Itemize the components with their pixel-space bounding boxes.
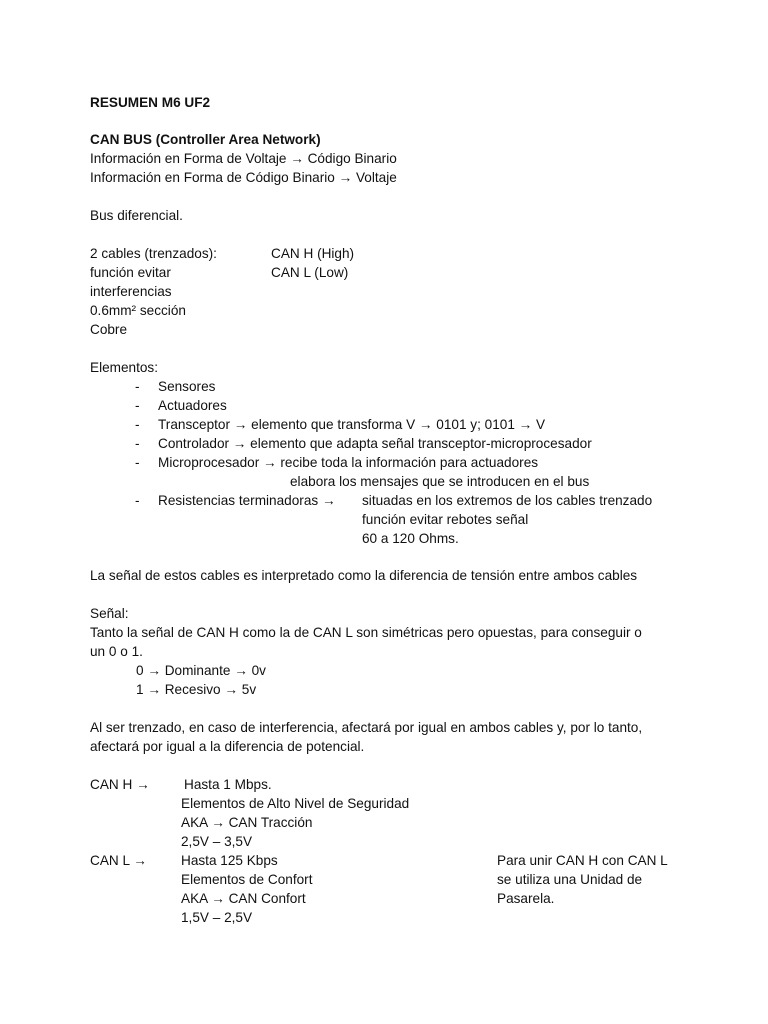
canh-label: CAN H →	[90, 777, 150, 792]
list-dash: -	[135, 398, 140, 413]
resistencias-desc: situadas en los extremos de los cables trenzado	[362, 493, 653, 508]
canh-line: AKA → CAN Tracción	[181, 815, 313, 830]
list-item: Controlador → elemento que adapta señal transceptor-microprocesador	[158, 436, 592, 451]
trenzado-text: afectará por igual a la diferencia de potencial.	[90, 739, 365, 754]
pasarela-note: se utiliza una Unidad de	[497, 872, 643, 887]
list-item: Microprocesador → recibe toda la información para actuadores	[158, 455, 539, 470]
cables-right-line: CAN L (Low)	[271, 265, 349, 280]
canbus-line-1: Información en Forma de Voltaje → Código Binario	[90, 151, 397, 166]
pasarela-note: Pasarela.	[497, 891, 555, 906]
cables-left-line: 0.6mm² sección	[90, 303, 186, 318]
canbus-line-2: Información en Forma de Código Binario → Voltaje	[90, 170, 397, 185]
canl-line: 1,5V – 2,5V	[181, 910, 253, 925]
list-item: Sensores	[158, 379, 216, 394]
trenzado-text: Al ser trenzado, en caso de interferencia, afectará por igual en ambos cables y, por lo tanto,	[90, 720, 643, 735]
cables-left-line: interferencias	[90, 284, 172, 299]
list-item: Actuadores	[158, 398, 227, 413]
list-dash: -	[135, 379, 140, 394]
canl-line: Elementos de Confort	[181, 872, 313, 887]
cables-left-line: Cobre	[90, 322, 128, 337]
senal-value-1: 1 → Recesivo → 5v	[136, 682, 257, 697]
list-dash: -	[135, 455, 140, 470]
list-dash: -	[135, 493, 140, 508]
canh-line: Elementos de Alto Nivel de Seguridad	[181, 796, 410, 811]
cables-left-line: 2 cables (trenzados):	[90, 246, 217, 261]
list-dash: -	[135, 436, 140, 451]
list-item: Transceptor → elemento que transforma V → 0101 y; 0101 → V	[158, 417, 546, 432]
canbus-heading: CAN BUS (Controller Area Network)	[90, 132, 321, 147]
document-title: RESUMEN M6 UF2	[90, 95, 211, 110]
diferencia-paragraph: La señal de estos cables es interpretado como la diferencia de tensión entre ambos cables	[90, 568, 638, 583]
senal-text: un 0 o 1.	[90, 644, 143, 659]
resistencias-desc: función evitar rebotes señal	[362, 512, 529, 527]
senal-heading: Señal:	[90, 606, 129, 621]
list-dash: -	[135, 417, 140, 432]
canl-label: CAN L →	[90, 853, 147, 868]
canl-line: AKA → CAN Confort	[181, 891, 306, 906]
canh-line: 2,5V – 3,5V	[181, 834, 253, 849]
cables-left-line: función evitar	[90, 265, 171, 280]
canh-line: Hasta 1 Mbps.	[184, 777, 272, 792]
canl-line: Hasta 125 Kbps	[181, 853, 278, 868]
list-item: Resistencias terminadoras →	[158, 493, 336, 508]
bus-diferencial: Bus diferencial.	[90, 208, 183, 223]
list-item-continuation: elabora los mensajes que se introducen en el bus	[290, 474, 590, 489]
resistencias-desc: 60 a 120 Ohms.	[362, 531, 459, 546]
pasarela-note: Para unir CAN H con CAN L	[497, 853, 668, 868]
elementos-heading: Elementos:	[90, 360, 159, 375]
senal-text: Tanto la señal de CAN H como la de CAN L son simétricas pero opuestas, para conseguir o	[90, 625, 642, 640]
senal-value-0: 0 → Dominante → 0v	[136, 663, 266, 678]
cables-right-line: CAN H (High)	[271, 246, 355, 261]
